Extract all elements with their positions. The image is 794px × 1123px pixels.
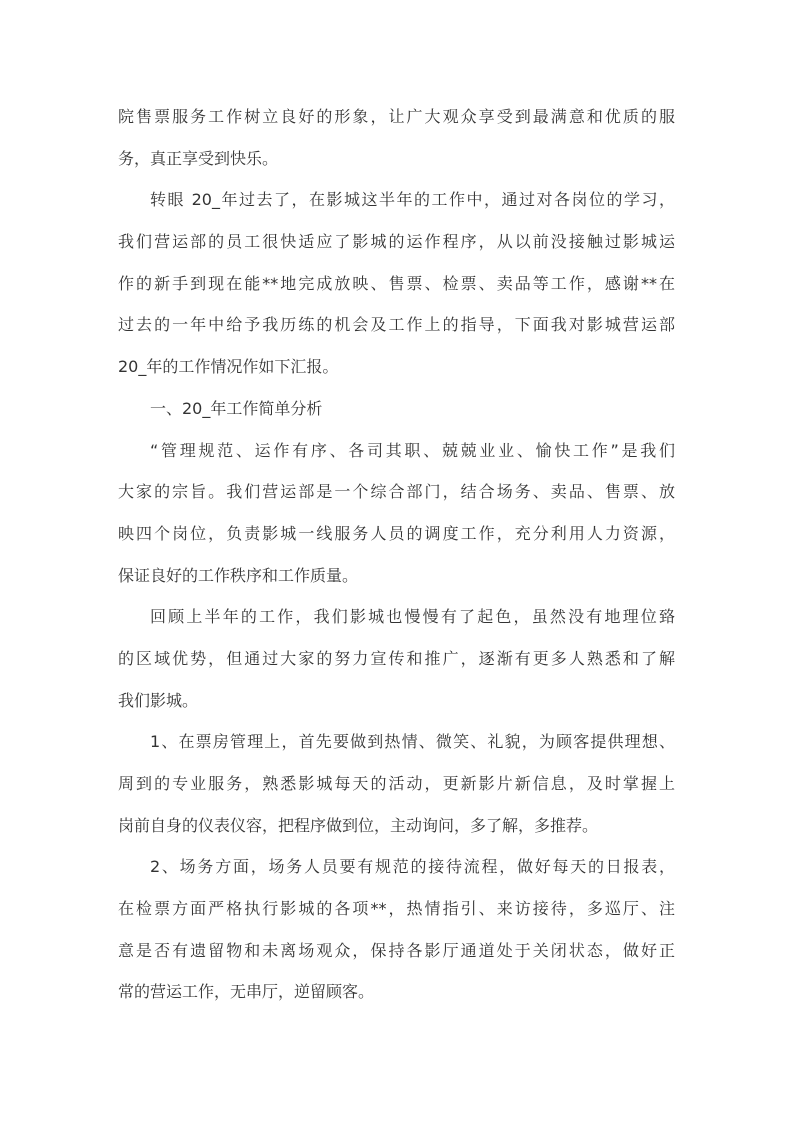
text-line: 过去的一年中给予我历练的机会及工作上的指导，下面我对影城营运部	[118, 315, 675, 335]
text-line: 意是否有遗留物和未离场观众，保持各影厅通道处于关闭状态，做好正	[118, 940, 675, 960]
text-line: 转眼 20_年过去了，在影城这半年的工作中，通过对各岗位的学习，	[150, 190, 675, 210]
text-line: 一、20_年工作简单分析	[150, 398, 323, 418]
text-line: 2、场务方面，场务人员要有规范的接待流程，做好每天的日报表，	[150, 857, 675, 877]
text-line: “管理规范、运作有序、各司其职、兢兢业业、愉快工作”是我们	[150, 440, 675, 460]
text-line: 保证良好的工作秩序和工作质量。	[118, 565, 359, 585]
text-line: 1、在票房管理上，首先要做到热情、微笑、礼貌，为顾客提供理想、	[150, 732, 675, 752]
text-line: 映四个岗位，负责影城一线服务人员的调度工作，充分利用人力资源，	[118, 523, 675, 543]
text-line: 回顾上半年的工作，我们影城也慢慢有了起色，虽然没有地理位臵	[150, 607, 675, 627]
text-line: 20_年的工作情况作如下汇报。	[118, 357, 339, 377]
text-line: 务，真正享受到快乐。	[118, 148, 279, 168]
paragraph	[118, 96, 675, 179]
paragraph	[118, 721, 675, 846]
paragraph	[118, 846, 675, 1013]
text-line: 常的营运工作，无串厅，逆留顾客。	[118, 982, 375, 1002]
text-line: 院售票服务工作树立良好的形象，让广大观众享受到最满意和优质的服	[118, 107, 675, 126]
text-line: 周到的专业服务，熟悉影城每天的活动，更新影片新信息，及时掌握上	[118, 774, 675, 793]
text-line: 我们营运部的员工很快适应了影城的运作程序，从以前没接触过影城运	[118, 232, 675, 252]
document-body	[118, 96, 675, 1013]
paragraph	[118, 430, 675, 597]
text-line: 在检票方面严格执行影城的各项**，热情指引、来访接待，多巡厅、注	[118, 899, 675, 919]
text-line: 岗前自身的仪表仪容，把程序做到位，主动询问，多了解，多推荐。	[118, 815, 599, 835]
paragraph	[118, 179, 675, 387]
text-line: 我们影城。	[118, 690, 199, 710]
section-heading	[118, 388, 675, 430]
paragraph	[118, 596, 675, 721]
text-line: 大家的宗旨。我们营运部是一个综合部门，结合场务、卖品、售票、放	[118, 482, 675, 502]
text-line: 作的新手到现在能**地完成放映、售票、检票、卖品等工作，感谢**在	[118, 273, 675, 293]
text-line: 的区域优势，但通过大家的努力宣传和推广，逐渐有更多人熟悉和了解	[118, 648, 675, 668]
